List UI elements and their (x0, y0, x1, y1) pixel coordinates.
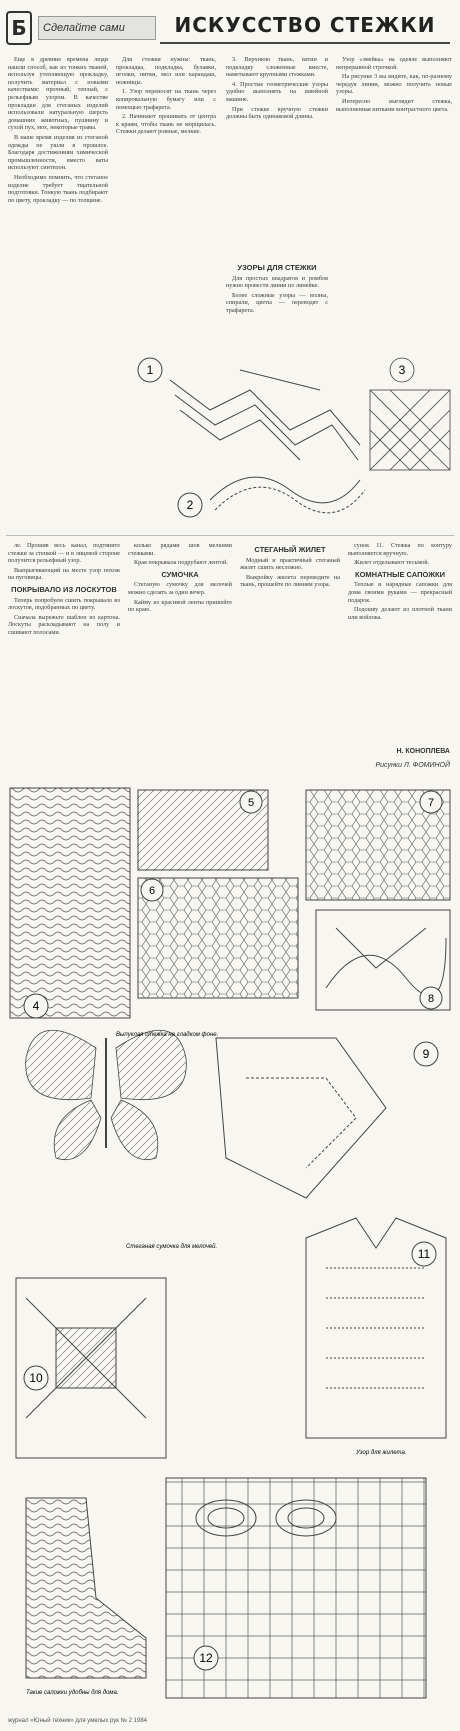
section-heading-quilt: ПОКРЫВАЛО ИЗ ЛОСКУТОВ (11, 584, 117, 594)
paragraph: 2. Начинают прошивать от центра к краям, чтобы ткань не морщилась. Стежки делают ровные, мелкие. (116, 113, 216, 136)
section-divider (6, 535, 454, 536)
rubric-logo-icon: Б (6, 11, 32, 45)
paragraph: сунок 11. Стежка по контуру выполняется вручную. (348, 542, 452, 557)
figure-label-10: 10 (29, 1371, 43, 1385)
figure-label-3: 3 (398, 363, 406, 377)
text-column-4 (336, 56, 452, 356)
author-credit: Н. КОНОПЛЕВА (396, 748, 450, 755)
paragraph: На рисунке 3 вы видите, как, по-разному чередуя линии, можно получить новые узоры. (336, 73, 452, 96)
figure-label-2: 2 (186, 498, 194, 512)
caption-vest: Узор для жилета. (356, 1450, 407, 1456)
paragraph: Подошву делают из плотной ткани или войлока. (348, 606, 452, 621)
artist-credit: Рисунки Л. ФОМИНОЙ (375, 762, 450, 769)
paragraph: Края покрывала подрубают лентой. (134, 559, 228, 567)
figure-12-drawing (26, 1478, 426, 1698)
paragraph: Для стежки нужны: ткань, прокладка, подкладка, булавки, иголки, нитки, мел или карандаш, ножницы. (116, 56, 216, 86)
figure-label-1: 1 (146, 363, 154, 377)
paragraph: Теплые и нарядные сапожки для дома своими руками — прекрасный подарок. (348, 581, 452, 604)
figures-1-3-illustration (120, 350, 456, 530)
paragraph: В наше время изделия из стеганой одежды не ушли в прошлое. Благодаря достижениям химической промышленности, вместо ваты используют синтепон. (8, 133, 108, 172)
figure-9-drawing (216, 1038, 438, 1198)
paragraph: Стеганую сумочку для мелочей можно сделать за один вечер. (128, 581, 232, 596)
figure-4-drawing (10, 788, 130, 1018)
paragraph: Модный и практичный стеганый жилет сшить несложно. (240, 556, 340, 572)
paragraph: Сначала вырежьте шаблон из картона. Лоскуты раскладывают на полу и сшивают полосами. (8, 613, 120, 636)
butterfly-drawing (26, 1030, 187, 1159)
paragraph: 1. Узор переносят на ткань через копировальную бумагу или с помощью трафарета. (116, 88, 216, 111)
text-column-8 (348, 542, 452, 742)
figures-4-12-illustration (6, 778, 454, 1714)
section-heading-bag: СУМОЧКА (161, 569, 199, 579)
paragraph: Выпрыгивающий на месте узор похож на пуговицы. (8, 566, 120, 582)
paragraph: колько рядами шов мелкими стежками. (128, 542, 232, 557)
figure-label-8: 8 (427, 993, 435, 1005)
paragraph: 4. Простые геометрические узоры удобно выполнять на швейной машине. (226, 80, 328, 103)
figure-2-drawing (178, 477, 365, 517)
text-column-1 (8, 56, 108, 526)
page-title: ИСКУССТВО СТЕЖКИ (160, 8, 450, 44)
paragraph: ле. Прошив весь канал, подтяните стежки за стенкой — и в лицевой стороне получится рельефный узор. (8, 542, 120, 565)
paragraph: Еще в древние времена люди нашли способ, как из тонких тканей, используя утепляющую прокладку, получить материал с новыми качествами: прочный, теплый, с рельефным узором. В качестве прокладки для стеганых изделий использовали натуральную шерсть домашних животных, пушнину и сухой пух, мох, некоторые травы. (8, 56, 108, 132)
paragraph: Жилет отделывают тесьмой. (354, 559, 430, 567)
paragraph: Выкройку жилета переведите на ткань, прошейте по линиям узора. (240, 573, 340, 589)
figure-label-11: 11 (417, 1247, 431, 1261)
paragraph: Теперь попробуем сшить покрывало из лоскутов, подобранных по цвету. (8, 596, 120, 612)
patterns-section (226, 260, 328, 350)
figure-label-9: 9 (422, 1047, 430, 1061)
caption-bag: Стеганая сумочка для мелочей. (126, 1244, 218, 1250)
paragraph: Интересно выглядит стежка, выполненная нитками контрастного цвета. (336, 97, 452, 113)
paragraph: Более сложные узоры — волны, спирали, цветы — переводят с трафарета. (226, 291, 328, 314)
figure-label-6: 6 (148, 885, 156, 897)
section-heading-vest: СТЕГАНЫЙ ЖИЛЕТ (254, 545, 326, 554)
figure-label-12: 12 (199, 1651, 213, 1665)
text-column-6 (128, 542, 232, 774)
figure-label-5: 5 (247, 797, 255, 809)
paragraph: Кайму из красивой ленты пришейте по краю. (128, 598, 232, 614)
figure-label-4: 4 (32, 999, 40, 1013)
paragraph: Узор «змейка» на одеяле выполняют непрерывной строчкой. (336, 56, 452, 71)
figure-3-drawing (370, 358, 450, 470)
section-heading-patterns: УЗОРЫ ДЛЯ СТЕЖКИ (237, 263, 317, 272)
footer-source: журнал «Юный техник» для умелых рук № 2 1984 (8, 1718, 148, 1724)
figure-10-drawing (16, 1278, 166, 1458)
figure-6-drawing (138, 878, 298, 998)
text-column-7 (240, 542, 340, 774)
rubric-label: Сделайте сами (38, 16, 156, 40)
figure-label-7: 7 (427, 797, 435, 809)
caption-butterfly: Выпуклая стежка на гладком фоне. (116, 1032, 219, 1038)
caption-slippers: Такие сапожки удобны для дома. (26, 1690, 119, 1696)
section-heading-slippers: КОМНАТНЫЕ САПОЖКИ (355, 569, 445, 579)
paragraph: 3. Верхнюю ткань, ватин и подкладку сложенные вместе, наметывают крупными стежками. (226, 56, 328, 79)
text-column-5 (8, 542, 120, 774)
figure-1-drawing (138, 358, 360, 460)
paragraph: При стежке вручную стежки должны быть одинаковой длины. (226, 105, 328, 121)
paragraph: Необходимо помнить, что стеганое изделие требует тщательной подготовки. Тонкую ткань подбирают по цвету, прокладку — по толщине. (8, 173, 108, 204)
paragraph: Для простых квадратов и ромбов нужно провести линии по линейке. (226, 274, 328, 290)
